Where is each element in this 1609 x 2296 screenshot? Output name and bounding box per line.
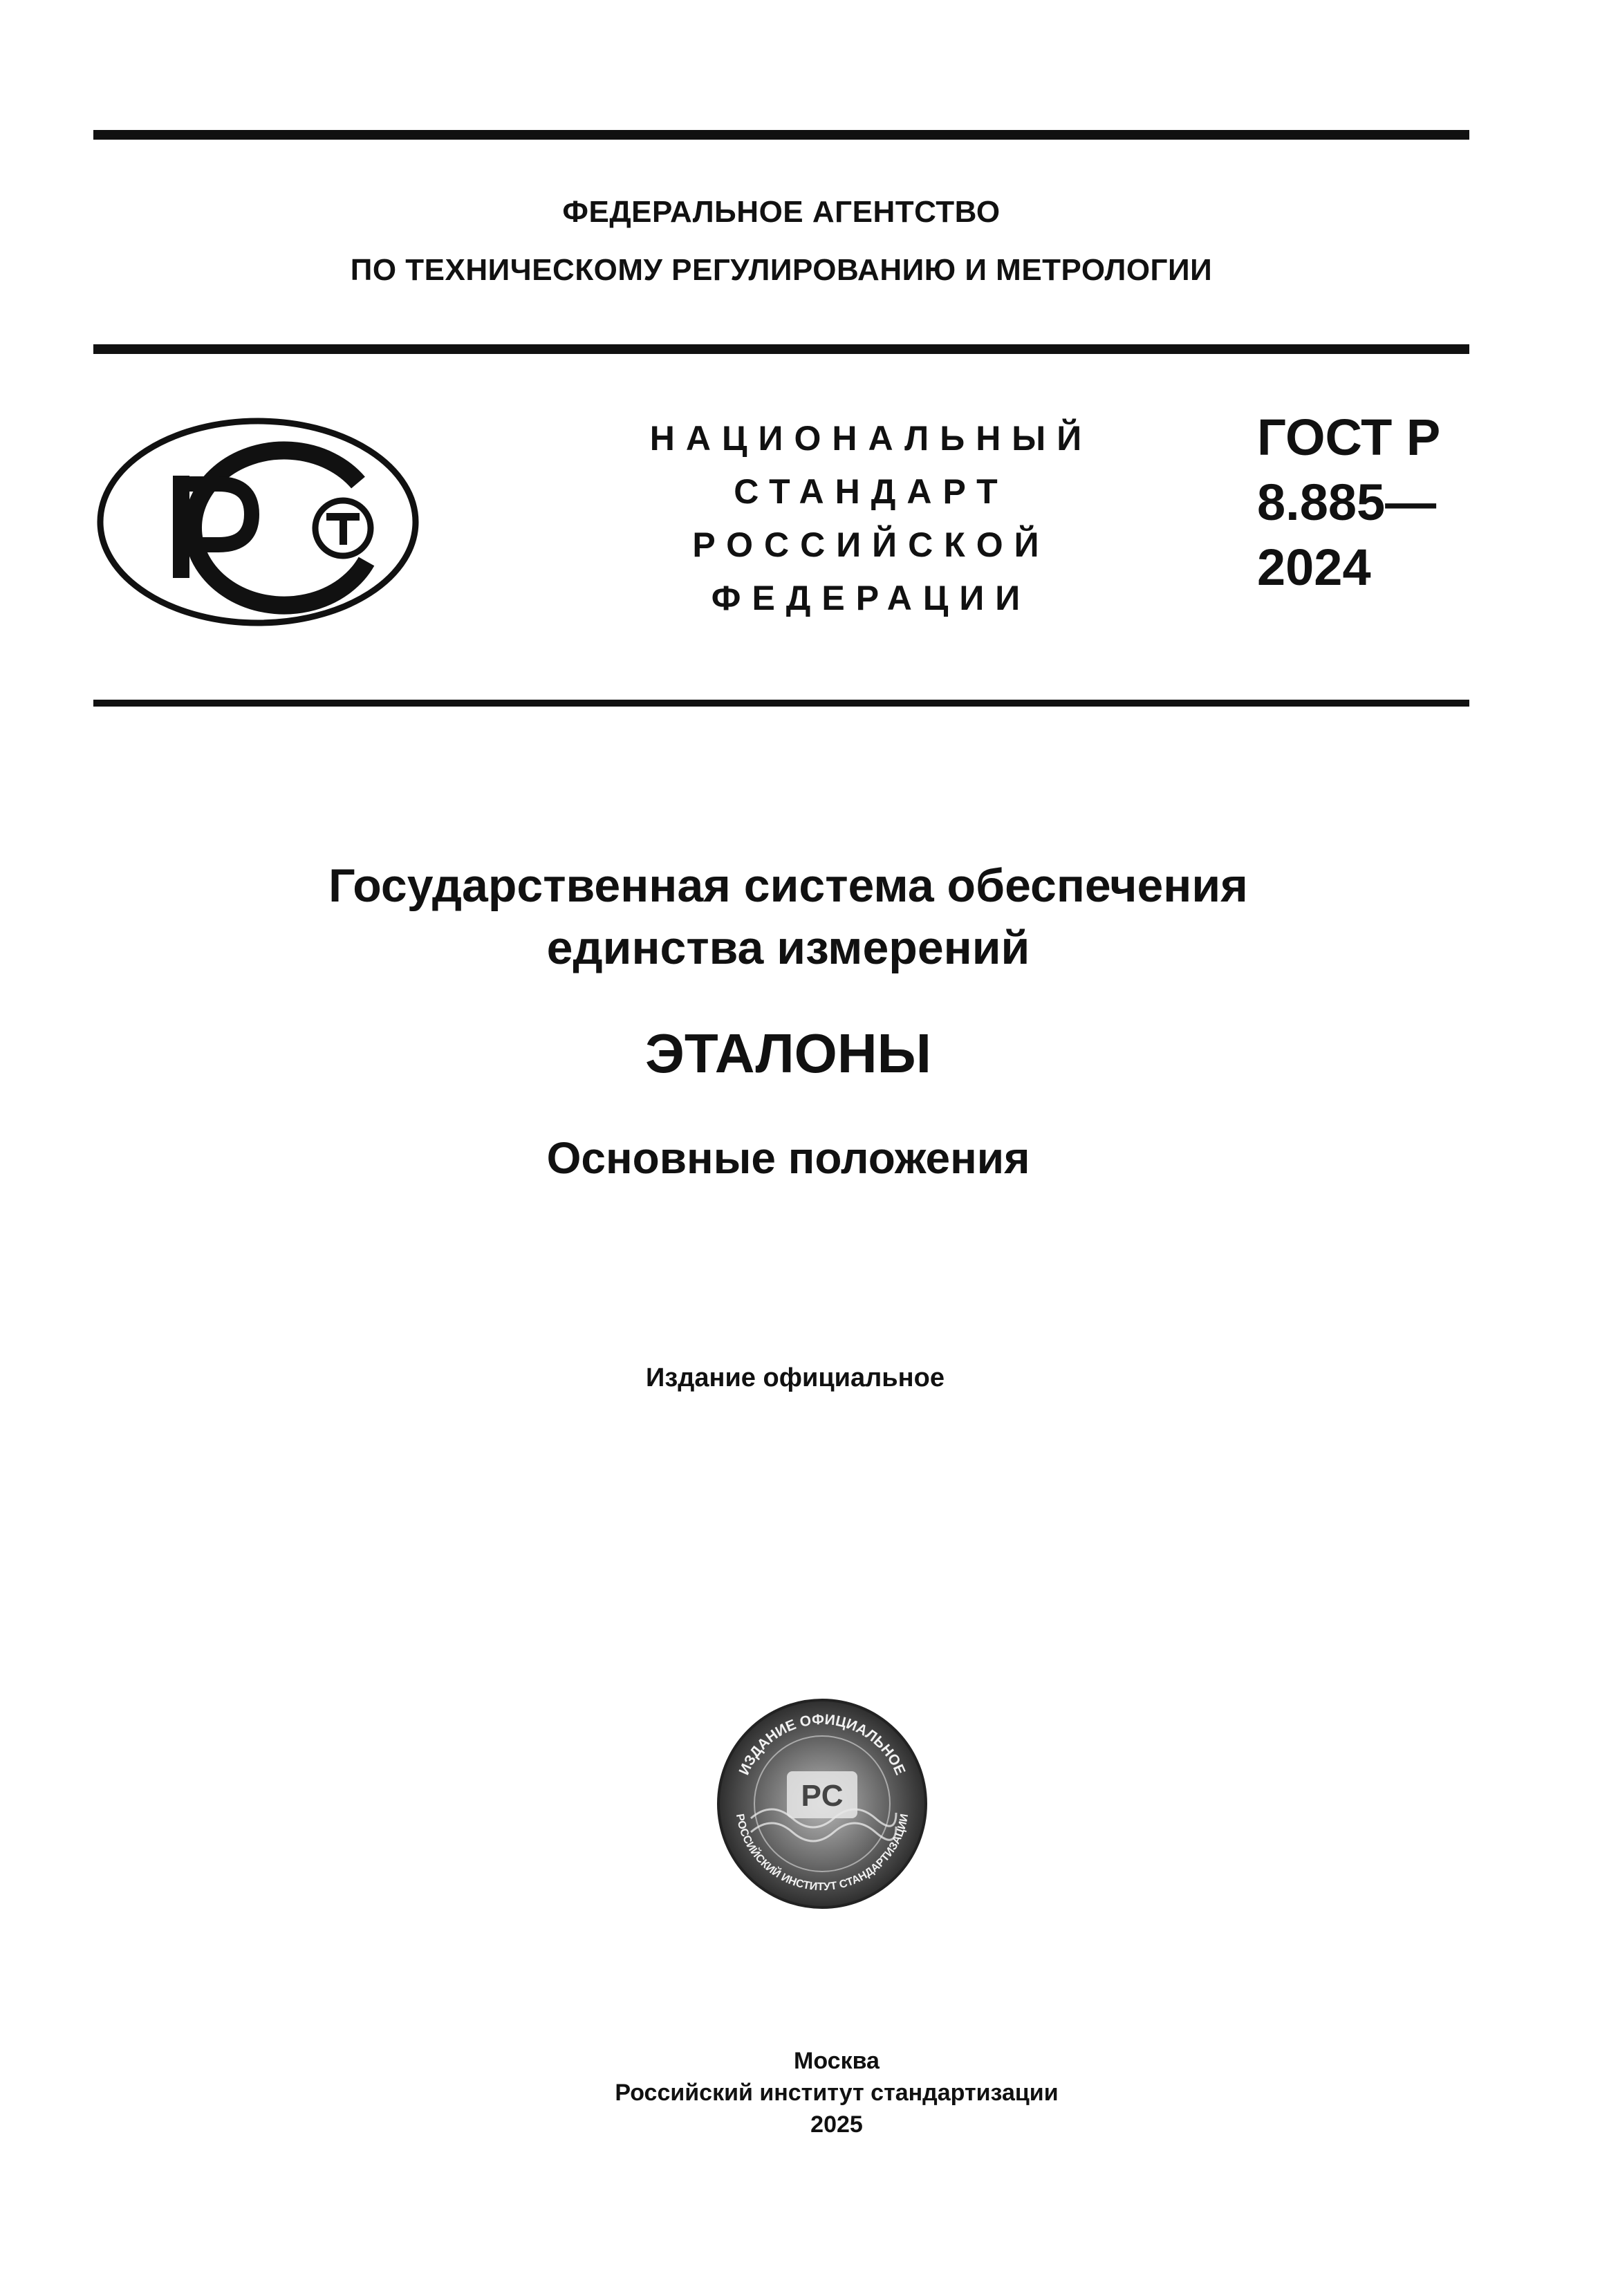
standard-type-line-4: ФЕДЕРАЦИИ <box>711 579 1032 617</box>
series-title <box>0 855 1577 979</box>
hologram-rst-mark <box>787 1771 857 1818</box>
standard-type-line-2: СТАНДАРТ <box>734 472 1009 511</box>
bottom-rule <box>93 700 1469 707</box>
agency-name-line-1: ФЕДЕРАЛЬНОЕ АГЕНТСТВО <box>562 195 1001 229</box>
standard-type-line-1: НАЦИОНАЛЬНЫЙ <box>649 419 1093 458</box>
designation-line-1: ГОСТ Р <box>1257 409 1441 466</box>
designation-line-2: 8.885— <box>1257 474 1437 531</box>
series-title-line-2: единства измерений <box>546 922 1030 974</box>
imprint-publisher: Российский институт стандартизации <box>615 2080 1059 2106</box>
edition-label: Издание официальное <box>646 1363 945 1392</box>
agency-name-line-2: ПО ТЕХНИЧЕСКОМУ РЕГУЛИРОВАНИЮ И МЕТРОЛОГИИ <box>350 253 1213 287</box>
imprint-block <box>0 2045 1609 2140</box>
standard-type-block <box>608 412 1134 625</box>
svg-text:PC: PC <box>801 1779 844 1813</box>
imprint-year: 2025 <box>810 2111 863 2138</box>
top-rule <box>93 130 1469 140</box>
imprint-city: Москва <box>794 2048 880 2074</box>
hologram-top-text: ИЗДАНИЕ ОФИЦИАЛЬНОЕ <box>736 1711 909 1777</box>
standard-designation <box>1257 405 1440 600</box>
series-title-line-1: Государственная система обеспечения <box>328 859 1248 912</box>
official-edition-hologram <box>715 1697 929 1911</box>
main-title: ЭТАЛОНЫ <box>645 1023 931 1084</box>
middle-rule <box>93 344 1469 354</box>
designation-line-3: 2024 <box>1257 539 1371 596</box>
subtitle: Основные положения <box>546 1133 1030 1183</box>
standard-type-line-3: РОССИЙСКОЙ <box>692 525 1050 564</box>
hologram-bottom-text: РОССИЙСКИЙ ИНСТИТУТ СТАНДАРТИЗАЦИИ <box>733 1813 911 1894</box>
rst-logo <box>95 415 420 629</box>
